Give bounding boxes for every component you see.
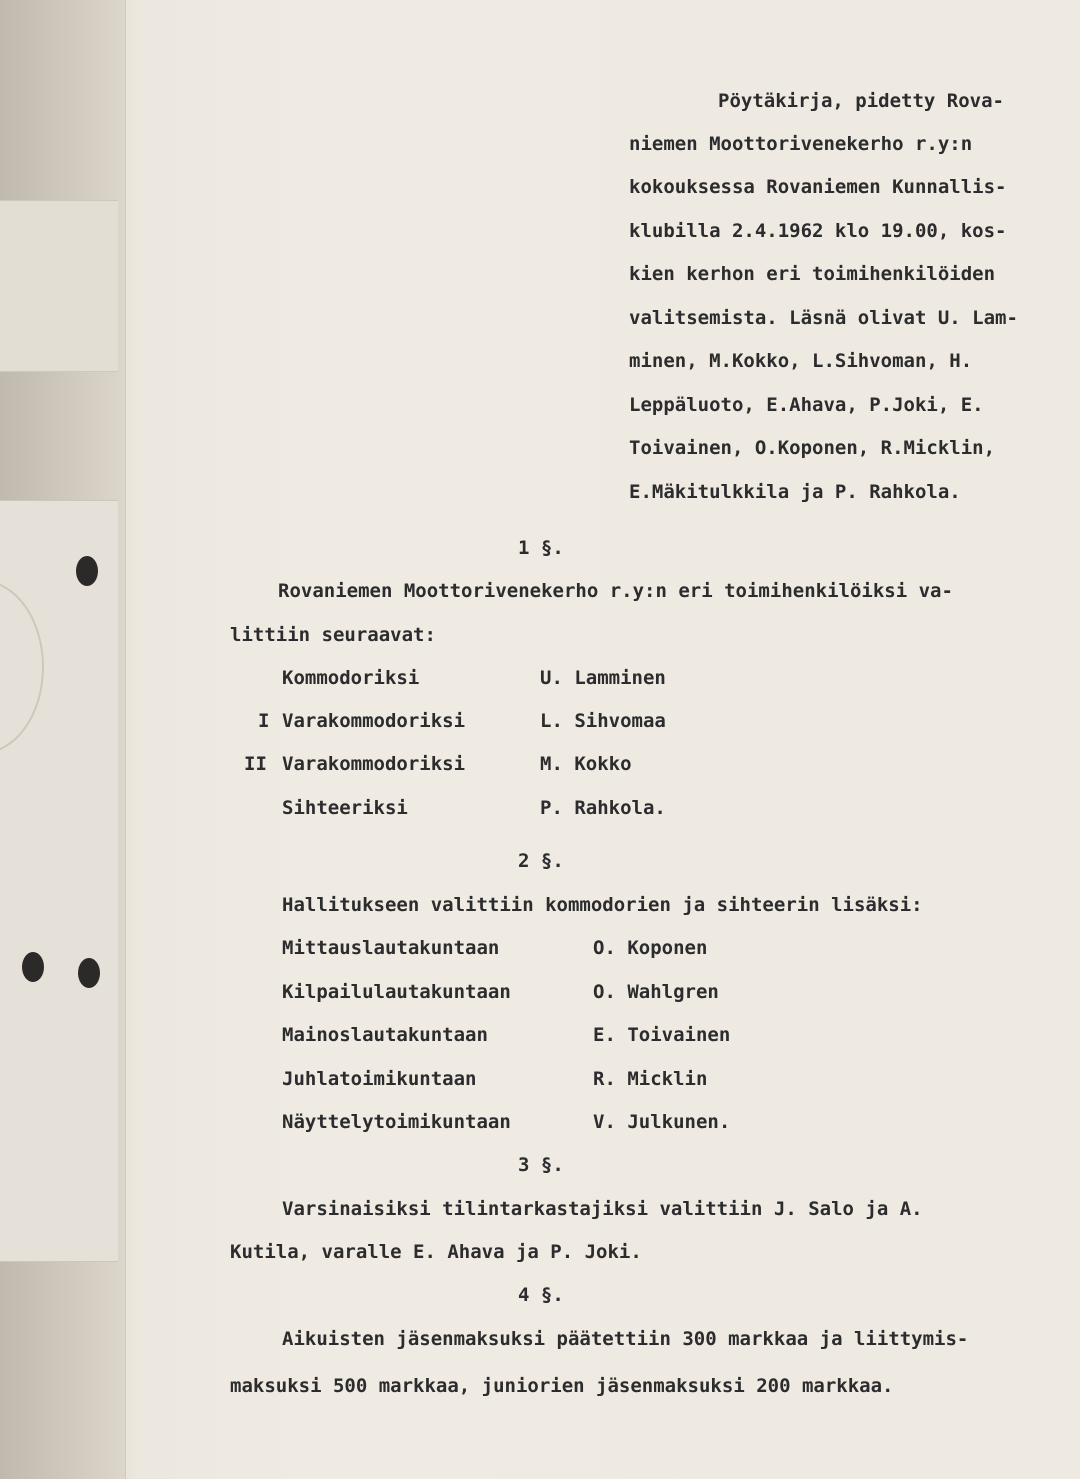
officer-role: Sihteeriksi xyxy=(282,797,408,819)
officer-name: U. Lamminen xyxy=(540,667,666,689)
section-text-line: Varsinaisiksi tilintarkastajiksi valittiin J. Salo ja A. xyxy=(282,1198,923,1220)
board-role: Mainoslautakuntaan xyxy=(282,1024,488,1046)
board-role: Näyttelytoimikuntaan xyxy=(282,1111,511,1133)
section-heading: 4 §. xyxy=(518,1284,564,1306)
officer-prefix: II xyxy=(244,753,267,775)
section-text-line: Hallitukseen valittiin kommodorien ja sihteerin lisäksi: xyxy=(282,894,923,916)
section-heading: 3 §. xyxy=(518,1154,564,1176)
officer-name: L. Sihvomaa xyxy=(540,710,666,732)
intro-line: Leppäluoto, E.Ahava, P.Joki, E. xyxy=(629,394,984,416)
officer-prefix: I xyxy=(258,710,270,732)
punch-hole xyxy=(76,556,98,586)
punch-hole xyxy=(22,952,44,982)
board-role: Mittauslautakuntaan xyxy=(282,937,500,959)
intro-line: valitsemista. Läsnä olivat U. Lam- xyxy=(629,307,1018,329)
section-text-line: littiin seuraavat: xyxy=(230,624,436,646)
section-heading: 1 §. xyxy=(518,537,564,559)
officer-name: P. Rahkola. xyxy=(540,797,666,819)
board-name: O. Wahlgren xyxy=(593,981,719,1003)
section-text-line: Rovaniemen Moottorivenekerho r.y:n eri toimihenkilöiksi va- xyxy=(278,580,953,602)
intro-line: kien kerhon eri toimihenkilöiden xyxy=(629,263,996,285)
officer-role: Varakommodoriksi xyxy=(282,710,466,732)
officer-role: Kommodoriksi xyxy=(282,667,420,689)
section-text-line: Kutila, varalle E. Ahava ja P. Joki. xyxy=(230,1241,642,1263)
board-role: Juhlatoimikuntaan xyxy=(282,1068,477,1090)
section-text-line: Aikuisten jäsenmaksuksi päätettiin 300 markkaa ja liittymis- xyxy=(282,1328,969,1350)
intro-line: niemen Moottorivenekerho r.y:n xyxy=(629,133,973,155)
section-text-line: maksuksi 500 markkaa, juniorien jäsenmaksuksi 200 markkaa. xyxy=(230,1375,894,1397)
intro-line: E.Mäkitulkkila ja P. Rahkola. xyxy=(629,481,961,503)
intro-line: minen, M.Kokko, L.Sihvoman, H. xyxy=(629,350,973,372)
intro-line: klubilla 2.4.1962 klo 19.00, kos- xyxy=(629,220,1007,242)
intro-line: Pöytäkirja, pidetty Rova- xyxy=(718,90,1004,112)
board-name: E. Toivainen xyxy=(593,1024,731,1046)
intro-line: Toivainen, O.Koponen, R.Micklin, xyxy=(629,437,996,459)
board-name: V. Julkunen. xyxy=(593,1111,731,1133)
board-name: R. Micklin xyxy=(593,1068,708,1090)
officer-name: M. Kokko xyxy=(540,753,632,775)
board-name: O. Koponen xyxy=(593,937,708,959)
board-role: Kilpailulautakuntaan xyxy=(282,981,511,1003)
intro-line: kokouksessa Rovaniemen Kunnallis- xyxy=(629,176,1007,198)
punch-hole xyxy=(78,958,100,988)
underlying-sheet-edge xyxy=(0,200,118,372)
officer-role: Varakommodoriksi xyxy=(282,753,466,775)
section-heading: 2 §. xyxy=(518,850,564,872)
